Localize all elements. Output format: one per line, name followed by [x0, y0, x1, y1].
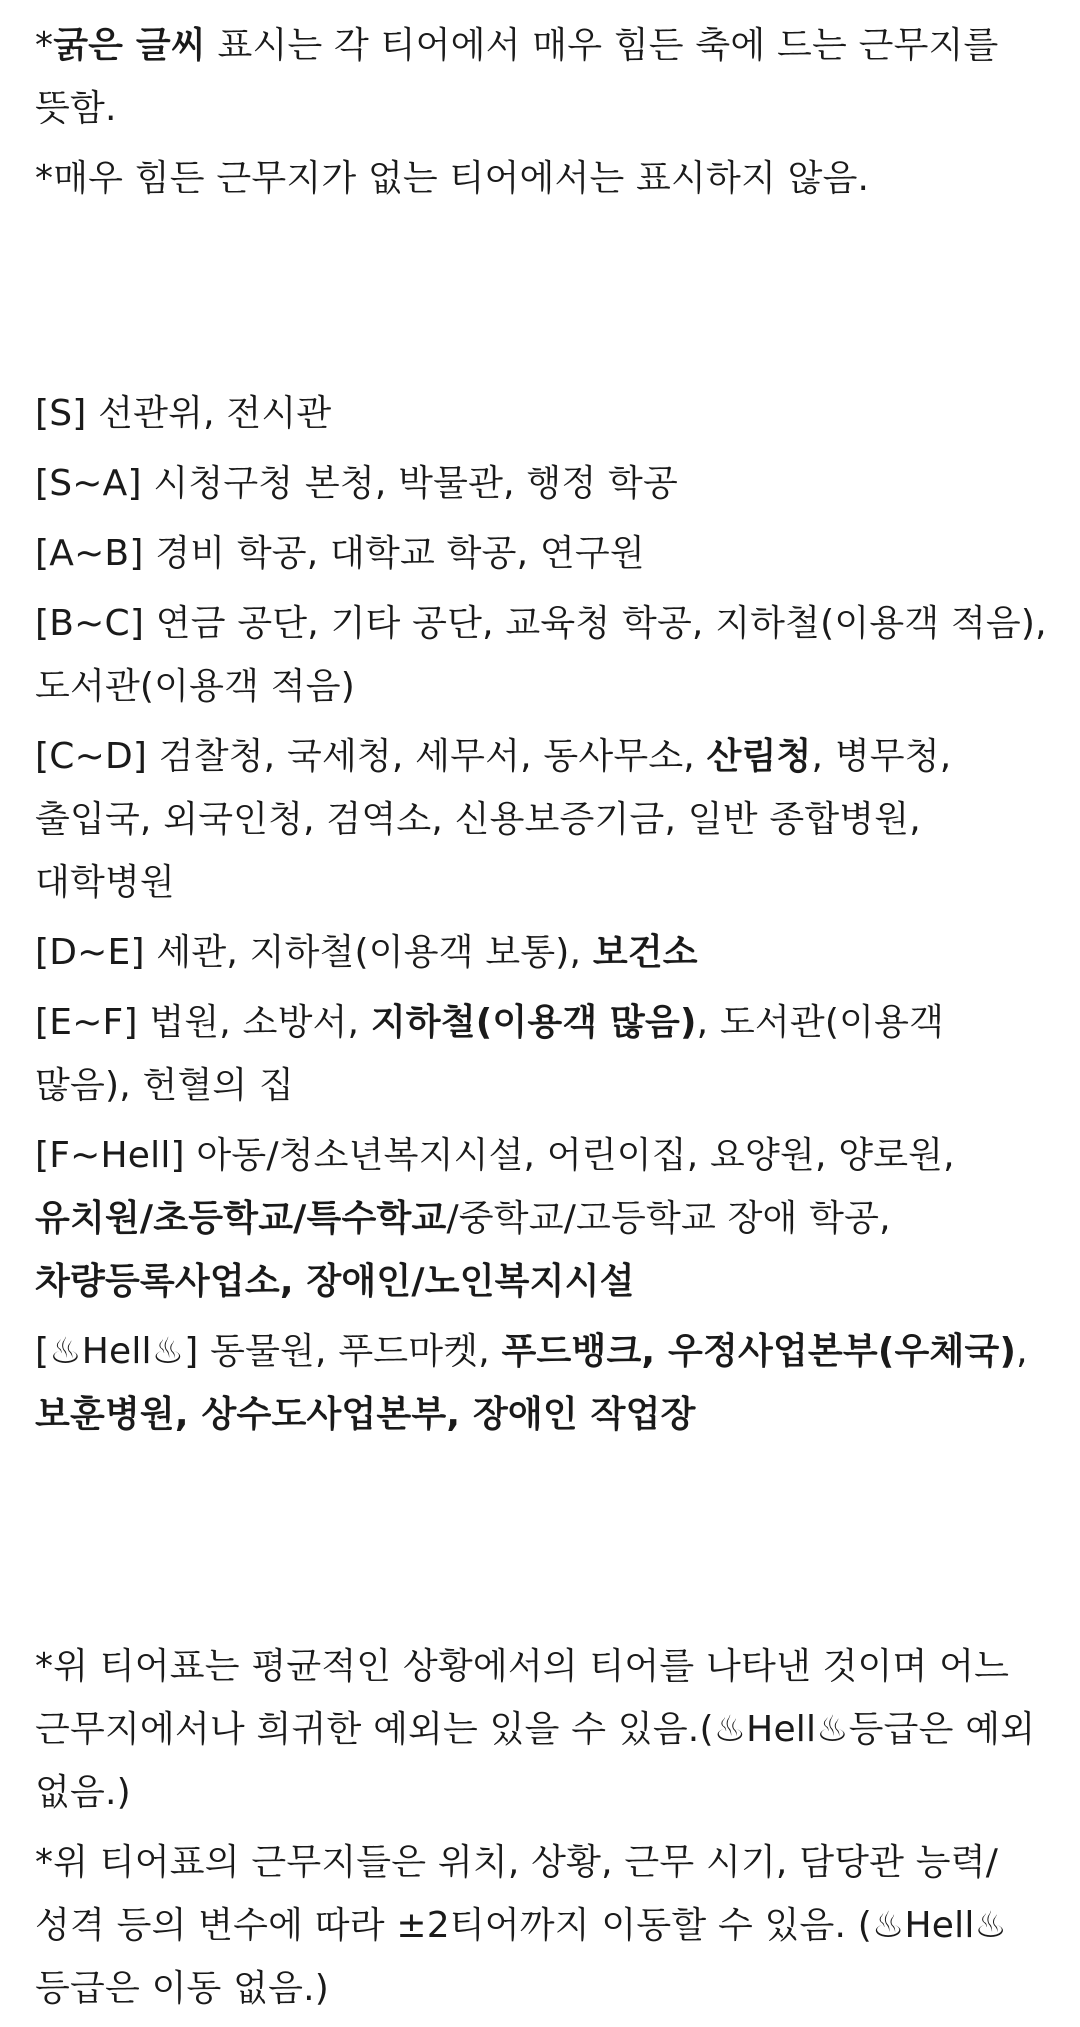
tier-row-b-c: [35, 592, 1050, 718]
tier-text-emphasized: 유치원/초등학교/특수학교: [35, 1198, 447, 1239]
intro-note-no-mark: *매우 힘든 근무지가 없는 티어에서는 표시하지 않음.: [35, 158, 870, 199]
tier-text: [F~Hell] 아동/청소년복지시설, 어린이집, 요양원, 양로원,: [35, 1135, 955, 1176]
tier-row-s-a: [35, 452, 1050, 515]
tier-text-emphasized: 보훈병원, 상수도사업본부, 장애인 작업장: [35, 1394, 696, 1435]
tier-text: [♨Hell♨] 동물원, 푸드마켓,: [35, 1331, 502, 1372]
tier-row-a-b: [35, 522, 1050, 585]
tier-text: [A~B] 경비 학공, 대학교 학공, 연구원: [35, 533, 645, 574]
intro-note-bold-term: 굵은 글씨: [53, 25, 206, 66]
intro-note-bold-meaning: [35, 14, 1050, 140]
document-body: [35, 14, 1050, 2027]
footer-note-exceptions: *위 티어표는 평균적인 상황에서의 티어를 나타낸 것이며 어느 근무지에서나 희귀한 예외는 있을 수 있음.(♨Hell♨등급은 예외 없음.): [35, 1646, 1036, 1813]
tier-text: [C~D] 검찰청, 국세청, 세무서, 동사무소,: [35, 736, 707, 777]
tier-text-emphasized: 지하철(이용객 많음): [370, 1002, 697, 1043]
tier-text: ,: [1016, 1331, 1028, 1372]
tier-text-emphasized: 보건소: [592, 932, 698, 973]
tier-text: [S] 선관위, 전시관: [35, 393, 332, 434]
tier-text-emphasized: 차량등록사업소, 장애인/노인복지시설: [35, 1261, 635, 1302]
tier-text: [B~C] 연금 공단, 기타 공단, 교육청 학공, 지하철(이용객 적음), 도서관(이용객 적음): [35, 603, 1047, 707]
tier-text-emphasized: 산림청: [706, 736, 812, 777]
tier-text: /중학교/고등학교 장애 학공,: [446, 1198, 891, 1239]
tier-text-emphasized: 푸드뱅크, 우정사업본부(우체국): [501, 1331, 1017, 1372]
tier-text: , 병무청, 출입국, 외국인청, 검역소, 신용보증기금, 일반 종합병원, 대학병원: [35, 736, 952, 903]
tier-row-d-e: [35, 921, 1050, 984]
tier-row-f-hell: [35, 1124, 1050, 1313]
tier-text: , 도서관(이용객 많음), 헌혈의 집: [35, 1002, 945, 1106]
spacer: [35, 217, 1050, 382]
tier-text: [D~E] 세관, 지하철(이용객 보통),: [35, 932, 593, 973]
tier-list: [35, 382, 1050, 1446]
intro-note-prefix: *: [35, 25, 54, 66]
spacer: [35, 1453, 1050, 1635]
tier-row-hell: [35, 1320, 1050, 1446]
intro-note-rest: 표시는 각 티어에서 매우 힘든 축에 드는 근무지를 뜻함.: [35, 25, 999, 129]
tier-row-e-f: [35, 991, 1050, 1117]
tier-row-c-d: [35, 725, 1050, 914]
footer-note-variance: *위 티어표의 근무지들은 위치, 상황, 근무 시기, 담당관 능력/성격 등의 변수에 따라 ±2티어까지 이동할 수 있음. (♨Hell♨등급은 이동 없음.): [35, 1842, 1008, 2009]
tier-text: [S~A] 시청구청 본청, 박물관, 행정 학공: [35, 463, 678, 504]
tier-text: [E~F] 법원, 소방서,: [35, 1002, 371, 1043]
tier-row-s: [35, 382, 1050, 445]
